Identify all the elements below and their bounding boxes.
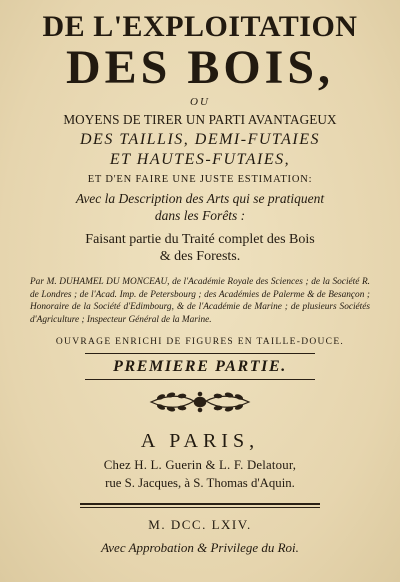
subtitle-line-4: ET D'EN FAIRE UNE JUSTE ESTIMATION:	[87, 174, 313, 185]
imprint-city: A PARIS,	[140, 430, 260, 452]
subtitle-line-2: DES TAILLIS, DEMI-FUTAIES	[80, 131, 320, 148]
volume-label: PREMIERE PARTIE.	[113, 358, 287, 375]
description-line-2: dans les Forêts :	[154, 208, 246, 223]
rule-top	[85, 353, 315, 354]
description-line-1: Avec la Description des Arts qui se pratiquent	[75, 191, 325, 206]
imprint-address: rue S. Jacques, à S. Thomas d'Aquin.	[105, 476, 295, 490]
subtitle-line-3: ET HAUTES-FUTAIES,	[109, 151, 291, 168]
title-ou: OU	[190, 96, 210, 108]
subtitle-line-1: MOYENS DE TIRER UN PARTI AVANTAGEUX	[63, 112, 337, 127]
floral-vignette-icon	[147, 389, 253, 415]
title-line-2: DES BOIS,	[65, 41, 335, 94]
treatise-line-1: Faisant partie du Traité complet des Bois	[85, 232, 315, 247]
treatise-line-2: & des Forests.	[159, 249, 241, 264]
author-credits: Par M. DUHAMEL DU MONCEAU, de l'Académie Royale des Sciences ; de la Société R. de Londres ; de l'Acad. Imp. de Petersbourg ; des Académies de Palerme & de Besançon ; Honoraire de la Société d'Edimbourg, & de l'Académie de Marine ; de plusieurs Sociétés d'Agriculture ; Inspecteur Général de la Marine.	[30, 277, 370, 325]
imprint-publishers: Chez H. L. Guerin & L. F. Delatour,	[103, 458, 297, 472]
rule-imprint-thin	[80, 507, 320, 508]
publication-date: M. DCC. LXIV.	[148, 517, 252, 532]
title-line-1: DE L'EXPLOITATION	[42, 10, 358, 43]
illustrations-note: OUVRAGE ENRICHI DE FIGURES EN TAILLE-DOUCE.	[55, 337, 345, 347]
royal-privilege: Avec Approbation & Privilege du Roi.	[101, 540, 299, 555]
rule-imprint-thick	[80, 503, 320, 505]
rule-bottom	[85, 379, 315, 380]
